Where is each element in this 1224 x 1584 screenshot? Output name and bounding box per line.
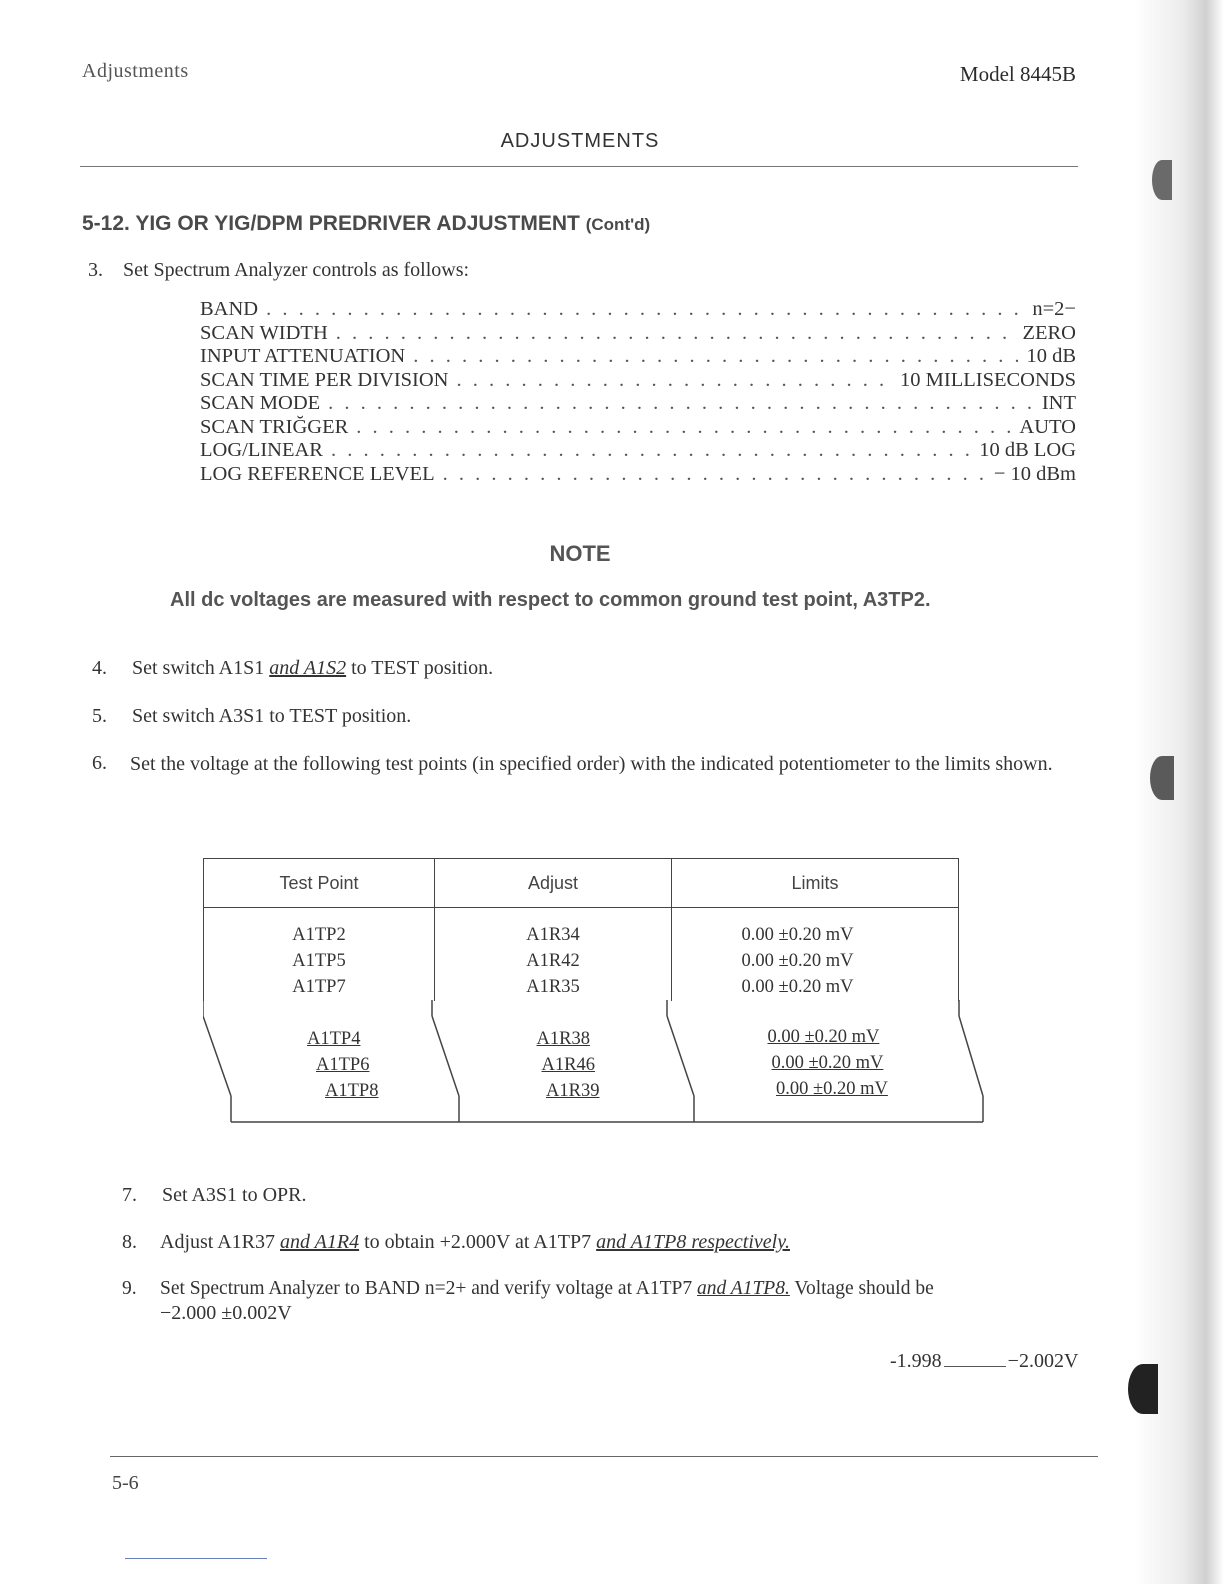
page-title: ADJUSTMENTS xyxy=(500,130,660,152)
step-text-end: to TEST position. xyxy=(346,657,494,679)
step-text: Set Spectrum Analyzer controls as follows: xyxy=(123,259,470,281)
step-number: 7. xyxy=(122,1184,137,1206)
result-high: −2.002V xyxy=(1007,1350,1079,1372)
test-point-table xyxy=(203,858,959,1001)
result-range xyxy=(890,1350,1078,1373)
table-cell xyxy=(204,908,435,1002)
control-label: SCAN WIDTH xyxy=(200,321,328,344)
controls-list xyxy=(200,298,1076,486)
limit-value: 0.00 ±0.20 mV xyxy=(741,951,854,971)
test-point: A1TP2 xyxy=(292,925,346,945)
step-text: Set switch A3S1 to TEST position. xyxy=(132,705,412,727)
bottom-line xyxy=(125,1558,267,1559)
control-row xyxy=(200,322,1076,346)
limit-value: 0.00 ±0.20 mV xyxy=(741,977,854,997)
result-blank xyxy=(944,1366,1006,1367)
step-text-italic: and A1R4 xyxy=(280,1231,360,1253)
binder-shadow xyxy=(1134,0,1224,1584)
step-number: 4. xyxy=(92,657,107,679)
adjust-pot: A1R46 xyxy=(541,1055,595,1075)
column-header: Test Point xyxy=(204,859,435,908)
control-label: INPUT ATTENUATION xyxy=(200,345,406,367)
binder-hole xyxy=(1150,756,1174,800)
limit-value: 0.00 ±0.20 mV xyxy=(771,1053,884,1073)
running-header-model: Model 8445B xyxy=(959,62,1076,86)
step-text: Set the voltage at the following test points (in specified order) with the indicated potentiometer to the limits shown. xyxy=(130,753,1053,775)
step-text-line2: −2.000 ±0.002V xyxy=(160,1302,292,1324)
step-6 xyxy=(92,752,1082,776)
control-row xyxy=(200,463,1076,487)
step-text-italic: and A1TP8 respectively. xyxy=(596,1231,790,1253)
adjust-pot: A1R38 xyxy=(536,1029,590,1049)
step-9 xyxy=(122,1278,1102,1325)
footer-divider xyxy=(110,1456,1098,1457)
control-label: LOG REFERENCE LEVEL xyxy=(200,462,435,485)
header-divider xyxy=(80,166,1078,167)
step-3 xyxy=(88,259,469,282)
control-label: SCAN TIME PER DIVISION xyxy=(200,368,449,391)
limit-value: 0.00 ±0.20 mV xyxy=(776,1079,888,1099)
control-value: n=2− xyxy=(1032,298,1076,320)
step-number: 3. xyxy=(88,259,103,281)
binder-hole xyxy=(1152,160,1172,200)
column-header: Limits xyxy=(672,859,959,908)
step-text: Set A3S1 to OPR. xyxy=(162,1184,307,1206)
test-point: A1TP8 xyxy=(325,1081,379,1101)
step-text-end: Voltage should be xyxy=(789,1278,934,1299)
control-value: AUTO xyxy=(1019,415,1076,438)
section-heading xyxy=(82,212,650,236)
step-number: 6. xyxy=(92,752,107,774)
step-text-mid: to obtain +2.000V at A1TP7 xyxy=(359,1231,597,1253)
control-row xyxy=(200,416,1076,440)
step-number: 9. xyxy=(122,1278,137,1299)
control-row xyxy=(200,345,1076,369)
step-text: Set Spectrum Analyzer to BAND n=2+ and verify voltage at A1TP7 xyxy=(160,1278,698,1299)
step-number: 5. xyxy=(92,705,107,727)
adjust-pot: A1R34 xyxy=(526,925,580,945)
step-8 xyxy=(122,1231,790,1254)
page-number: 5-6 xyxy=(112,1472,139,1494)
note-text: All dc voltages are measured with respect to common ground test point, A3TP2. xyxy=(170,589,931,611)
binder-hole xyxy=(1128,1364,1158,1414)
step-7 xyxy=(122,1184,306,1207)
control-value: − 10 dBm xyxy=(993,462,1076,485)
control-value: 10 dB xyxy=(1026,345,1076,367)
result-low: -1.998 xyxy=(890,1350,942,1372)
control-row xyxy=(200,392,1076,416)
step-text: Set switch A1S1 xyxy=(132,657,270,679)
control-label: LOG/LINEAR xyxy=(200,439,323,461)
added-test-points xyxy=(289,1026,378,1104)
step-number: 8. xyxy=(122,1231,137,1253)
control-value: 10 MILLISECONDS xyxy=(900,368,1076,391)
control-value: ZERO xyxy=(1022,321,1076,344)
limit-value: 0.00 ±0.20 mV xyxy=(767,1027,880,1047)
control-value: 10 dB LOG xyxy=(979,439,1076,461)
control-label: BAND xyxy=(200,298,259,320)
running-header-left: Adjustments xyxy=(82,60,189,82)
control-label: SCAN TRIĞGER xyxy=(200,415,349,438)
adjust-pot: A1R39 xyxy=(546,1081,600,1101)
table-cell xyxy=(672,908,959,1002)
note-heading: NOTE xyxy=(549,541,611,566)
control-row xyxy=(200,369,1076,393)
test-point: A1TP5 xyxy=(292,951,346,971)
step-text-italic: and A1S2 xyxy=(269,657,347,679)
step-5 xyxy=(92,705,411,728)
test-point: A1TP7 xyxy=(292,977,346,997)
section-title: 5-12. YIG OR YIG/DPM PREDRIVER ADJUSTMENT xyxy=(82,212,580,235)
control-row xyxy=(200,298,1076,322)
control-value: INT xyxy=(1041,392,1076,414)
control-label: SCAN MODE xyxy=(200,392,321,414)
table-added-rows xyxy=(203,1000,985,1124)
added-limits xyxy=(759,1024,888,1102)
adjust-pot: A1R35 xyxy=(526,977,580,997)
limit-value: 0.00 ±0.20 mV xyxy=(741,925,854,945)
adjust-pot: A1R42 xyxy=(526,951,580,971)
table-cell xyxy=(435,908,672,1002)
step-text: Adjust A1R37 xyxy=(160,1231,281,1253)
test-point: A1TP6 xyxy=(316,1055,370,1075)
control-row xyxy=(200,439,1076,463)
section-suffix: (Cont'd) xyxy=(585,215,651,234)
column-header: Adjust xyxy=(435,859,672,908)
test-point: A1TP4 xyxy=(307,1029,361,1049)
added-adjust-pots xyxy=(527,1026,599,1104)
step-4 xyxy=(92,657,493,680)
step-text-italic: and A1TP8. xyxy=(697,1278,790,1299)
